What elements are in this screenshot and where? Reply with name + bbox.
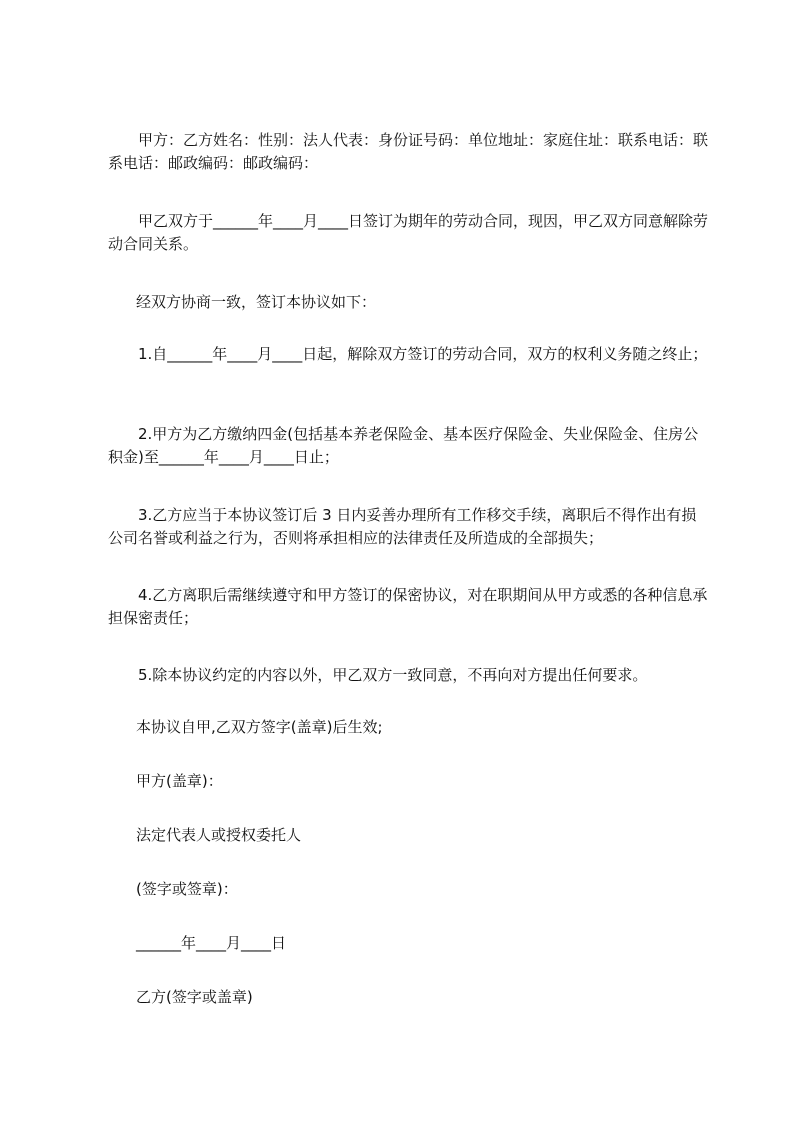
signature-label: (签字或签章)： [136, 880, 238, 898]
effective-clause-paragraph: 本协议自甲,乙双方签字(盖章)后生效; [136, 718, 383, 736]
clause-2-paragraph: 2.甲方为乙方缴纳四金(包括基本养老保险金、基本医疗保险金、失业保险金、住房公积金)至______年____月____日止； [108, 425, 699, 466]
clause-1-paragraph: 1.自______年____月____日起，解除双方签订的劳动合同，双方的权利义务随之终止； [138, 345, 708, 363]
clause-4-paragraph: 4.乙方离职后需继续遵守和甲方签订的保密协议，对在职期间从甲方或悉的各种信息承担保密责任； [108, 586, 708, 627]
contract-date-paragraph: 甲乙双方于______年____月____日签订为期年的劳动合同，现因，甲乙双方同意解除劳动合同关系。 [108, 212, 709, 253]
party-a-seal-label: 甲方(盖章)： [136, 772, 223, 790]
party-info-paragraph: 甲方：乙方姓名：性别：法人代表：身份证号码：单位地址：家庭住址：联系电话：联系电话：邮政编码：邮政编码： [108, 131, 709, 172]
clause-5-paragraph: 5.除本协议约定的内容以外，甲乙双方一致同意，不再向对方提出任何要求。 [138, 666, 648, 684]
signature-date-line: ______年____月____日 [136, 934, 287, 952]
representative-label: 法定代表人或授权委托人 [136, 826, 302, 844]
agreement-intro-paragraph: 经双方协商一致，签订本协议如下： [136, 293, 377, 311]
party-b-signature-label: 乙方(签字或盖章) [136, 988, 253, 1006]
clause-3-paragraph: 3.乙方应当于本协议签订后 3 日内妥善办理所有工作移交手续，离职后不得作出有损公司名誉或利益之行为，否则将承担相应的法律责任及所造成的全部损失； [108, 506, 697, 547]
